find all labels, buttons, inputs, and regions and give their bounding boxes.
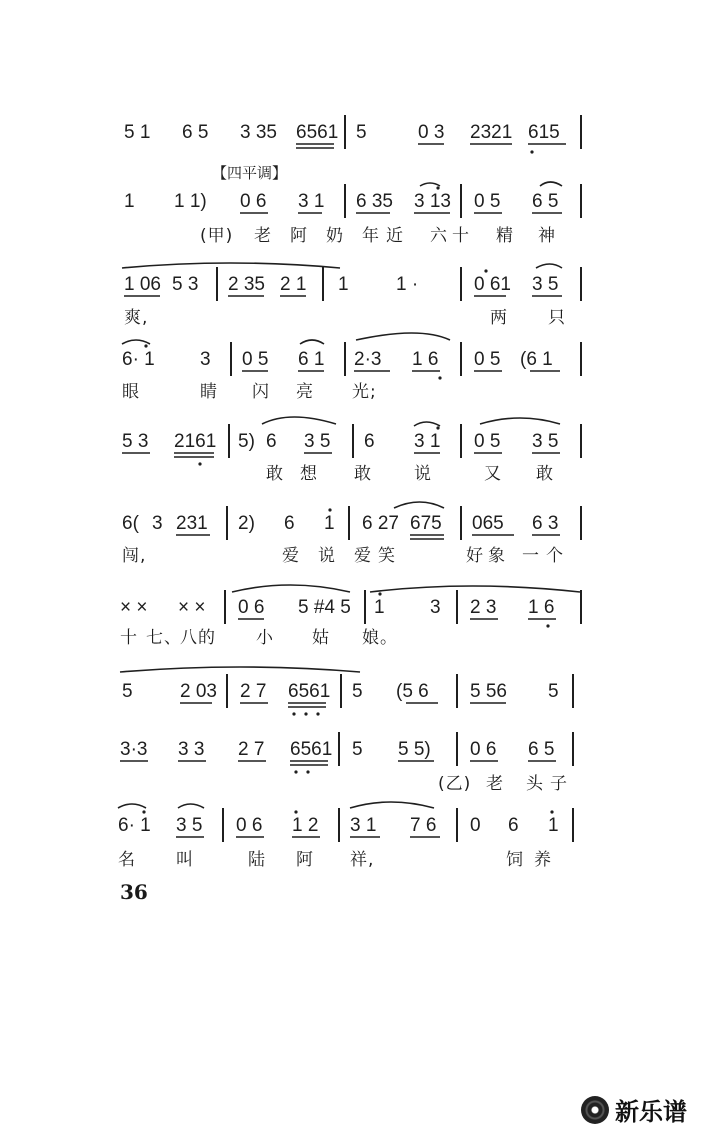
lyric: 想 <box>300 464 318 484</box>
note-group: 2) <box>238 513 255 534</box>
note-group: 6 5 <box>182 122 209 143</box>
note-group: 3 5 <box>532 431 559 452</box>
lyric: 奶 <box>326 226 344 246</box>
lyric: 年 <box>362 226 380 246</box>
lyric: 饲 <box>506 850 524 870</box>
lyric: 老 <box>486 774 504 794</box>
note-group: 6 35 <box>356 191 393 212</box>
lyric: 说 <box>414 464 432 484</box>
lyric: 八 <box>180 628 198 648</box>
note-group: 7 6 <box>410 815 437 836</box>
lyric: 养 <box>534 850 552 870</box>
note-group: 2 03 <box>180 681 217 702</box>
note-group: 5 #4 5 <box>298 597 351 618</box>
note-group: 3 1 <box>414 431 441 452</box>
note-group: 0 5 <box>242 349 269 370</box>
lyric: 光; <box>352 382 377 402</box>
note-group: 6 <box>364 431 375 452</box>
lyric: 闯, <box>122 546 147 566</box>
lyric: 好 <box>466 546 484 566</box>
note-group: 5 3 <box>172 274 199 295</box>
note-group: 3 5 <box>176 815 203 836</box>
lyric: 爱 <box>354 546 372 566</box>
note-group: 6 5 <box>532 191 559 212</box>
note-group: 5 56 <box>470 681 507 702</box>
lyric: (乙) <box>438 774 472 794</box>
note-group: 1 <box>124 191 135 212</box>
note-group: × × <box>120 597 148 618</box>
lyric: 名 <box>118 850 136 870</box>
note-group: 6561 <box>290 739 333 760</box>
lyric: 小 <box>256 628 274 648</box>
note-group: 1 6 <box>412 349 439 370</box>
note-group: (6 1 <box>520 349 553 370</box>
note-group: 1 1) <box>174 191 207 212</box>
lyric: 精 <box>496 226 514 246</box>
note-group: 0 5 <box>474 431 501 452</box>
lyric: 说 <box>318 546 336 566</box>
note-group: (5 6 <box>396 681 429 702</box>
lyric: 个 <box>546 546 564 566</box>
lyric: 老 <box>254 226 272 246</box>
lyric: 陆 <box>248 850 266 870</box>
note-group: 6 <box>266 431 277 452</box>
lyric: 闪 <box>252 382 270 402</box>
note-group: 2 1 <box>280 274 307 295</box>
note-group: 3 5 <box>532 274 559 295</box>
lyric: 敢 <box>354 464 372 484</box>
lyric: 只 <box>548 308 566 328</box>
note-group: 6 <box>284 513 295 534</box>
note-group: 2 3 <box>470 597 497 618</box>
note-group: 5 <box>122 681 133 702</box>
note-group: 0 61 <box>474 274 511 295</box>
note-group: 6· 1 <box>122 349 155 370</box>
lyric: 爱 <box>282 546 300 566</box>
lyric: 叫 <box>176 850 194 870</box>
note-group: 0 6 <box>236 815 263 836</box>
note-group: 615 <box>528 122 560 143</box>
lyric: 阿 <box>296 850 314 870</box>
note-group: 0 <box>470 815 481 836</box>
note-group: 3·3 <box>120 739 148 760</box>
note-group: 1 <box>374 597 385 618</box>
note-group: 6 1 <box>298 349 325 370</box>
note-group: 2·3 <box>354 349 382 370</box>
lyric: 敢 <box>536 464 554 484</box>
note-group: 5 <box>352 681 363 702</box>
logo-text: 新乐谱 <box>615 1098 687 1126</box>
lyric: 笑 <box>378 546 396 566</box>
note-group: 0 6 <box>240 191 267 212</box>
note-group: 0 5 <box>474 349 501 370</box>
lyric: 的 <box>198 628 216 648</box>
note-group: 2 7 <box>240 681 267 702</box>
note-group: 6( <box>122 513 139 534</box>
lyric: 十 <box>452 226 470 246</box>
note-group: 3 <box>152 513 163 534</box>
note-group: 6 3 <box>532 513 559 534</box>
lyric: 头 <box>526 774 544 794</box>
lyric: 象 <box>488 546 506 566</box>
note-group: 2 35 <box>228 274 265 295</box>
note-group: 3 1 <box>298 191 325 212</box>
watermark-logo <box>581 1092 687 1127</box>
lyric: 娘。 <box>362 628 398 648</box>
note-group: 6· 1 <box>118 815 151 836</box>
note-group: 1 06 <box>124 274 161 295</box>
note-group: 1 · <box>396 274 419 295</box>
note-group: 0 5 <box>474 191 501 212</box>
note-group: 231 <box>176 513 208 534</box>
note-group: 3 3 <box>178 739 205 760</box>
lyric: 十 <box>120 628 138 648</box>
lyric: 姑 <box>312 628 330 648</box>
page-number: 36 <box>120 880 148 904</box>
lyric: 睛 <box>200 382 218 402</box>
lyric: 两 <box>490 308 508 328</box>
note-group: 0 6 <box>470 739 497 760</box>
note-group: 1 6 <box>528 597 555 618</box>
note-group: 5 3 <box>122 431 149 452</box>
lyric: 一 <box>522 546 540 566</box>
lyric: 子 <box>550 774 568 794</box>
note-group: 3 13 <box>414 191 451 212</box>
note-group: 675 <box>410 513 442 534</box>
note-group: 2161 <box>174 431 217 452</box>
lyric: 阿 <box>290 226 308 246</box>
note-group: 5 <box>356 122 367 143</box>
lyric: 神 <box>538 226 556 246</box>
lyric: 眼 <box>122 382 140 402</box>
note-group: × × <box>178 597 206 618</box>
lyric: 六 <box>430 226 448 246</box>
lyric: 又 <box>484 464 502 484</box>
lyric: (甲) <box>200 226 234 246</box>
note-group: 5 1 <box>124 122 151 143</box>
lyric: 爽, <box>124 308 149 328</box>
note-group: 5) <box>238 431 255 452</box>
record-disc-icon <box>581 1096 609 1124</box>
lyric: 祥, <box>350 850 375 870</box>
note-group: 5 5) <box>398 739 431 760</box>
note-group: 2 7 <box>238 739 265 760</box>
note-group: 3 <box>200 349 211 370</box>
lyric: 敢 <box>266 464 284 484</box>
note-group: 5 <box>352 739 363 760</box>
note-group: 0 6 <box>238 597 265 618</box>
note-group: 1 <box>324 513 335 534</box>
note-group: 1 <box>338 274 349 295</box>
note-group: 1 2 <box>292 815 319 836</box>
note-group: 6 <box>508 815 519 836</box>
note-group: 5 <box>548 681 559 702</box>
lyric: 近 <box>386 226 404 246</box>
note-group: 6561 <box>296 122 339 143</box>
note-group: 065 <box>472 513 504 534</box>
note-group: 1 <box>548 815 559 836</box>
note-group: 3 <box>430 597 441 618</box>
note-group: 6 5 <box>528 739 555 760</box>
note-group: 3 35 <box>240 122 277 143</box>
note-group: 2321 <box>470 122 513 143</box>
note-group: 6 27 <box>362 513 399 534</box>
note-group: 3 5 <box>304 431 331 452</box>
lyric: 七、 <box>146 628 182 648</box>
lyric: 亮 <box>296 382 314 402</box>
note-group: 3 1 <box>350 815 377 836</box>
section-label: 【四平调】 <box>212 164 288 182</box>
note-group: 6561 <box>288 681 331 702</box>
note-group: 0 3 <box>418 122 445 143</box>
